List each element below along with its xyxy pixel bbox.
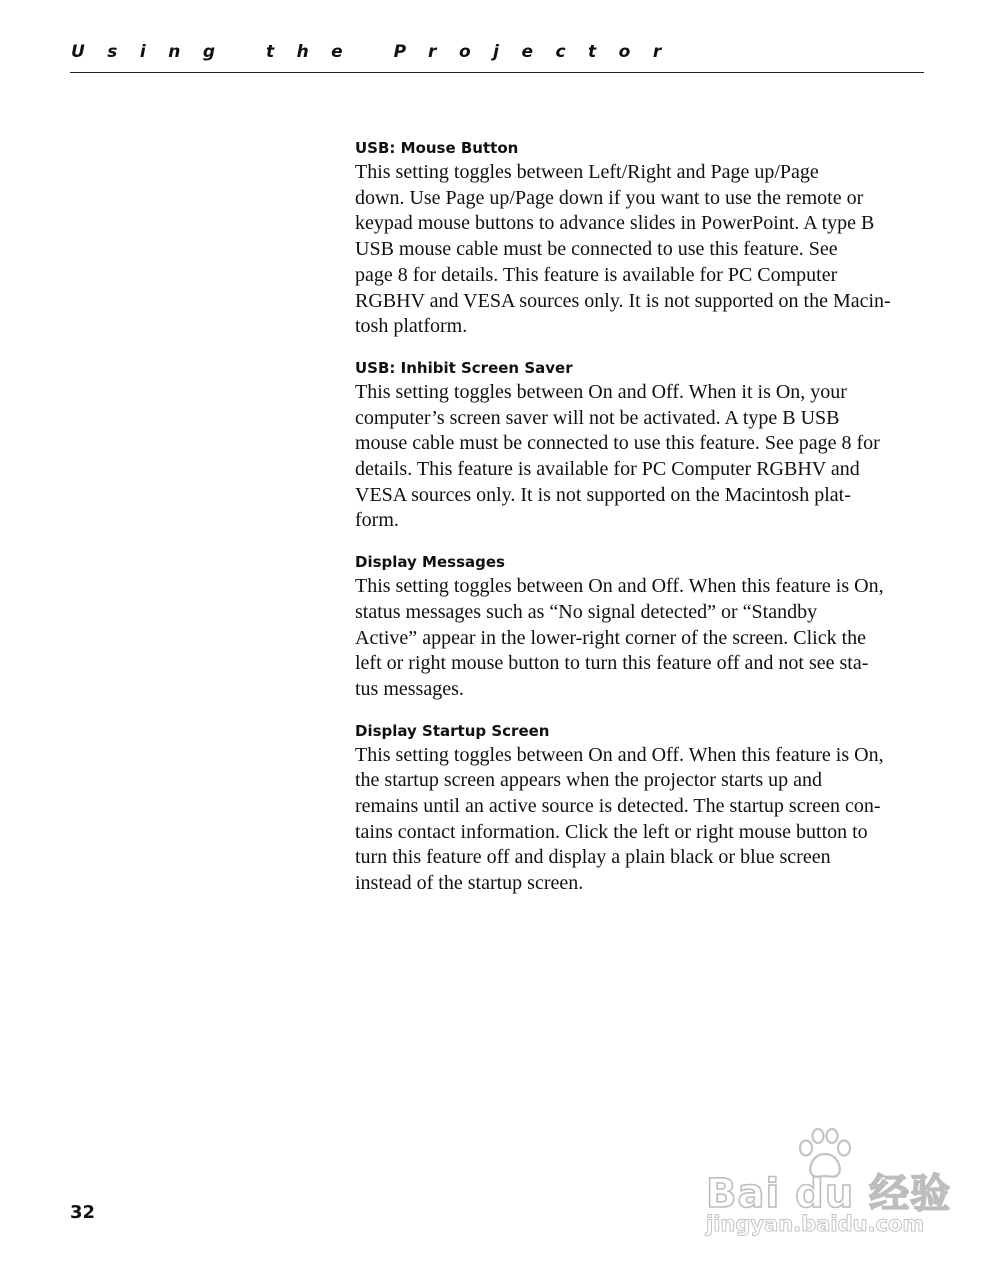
section-usb-mouse-button bbox=[355, 136, 927, 340]
body-line: left or right mouse button to turn this feature off and not see sta- bbox=[355, 652, 869, 675]
body-line: turn this feature off and display a plain black or blue screen bbox=[355, 846, 831, 869]
body-line: mouse cable must be connected to use this feature. See page 8 for bbox=[355, 432, 880, 455]
section-body bbox=[355, 743, 927, 897]
section-body bbox=[355, 574, 927, 703]
section-body bbox=[355, 160, 927, 340]
body-line: page 8 for details. This feature is available for PC Computer bbox=[355, 263, 838, 286]
body-line: the startup screen appears when the projector starts up and bbox=[355, 769, 823, 792]
body-line: form. bbox=[355, 509, 399, 532]
body-line: details. This feature is available for PC Computer RGBHV and bbox=[355, 458, 860, 481]
main-content bbox=[355, 136, 927, 913]
section-heading: USB: Mouse Button bbox=[355, 139, 519, 157]
body-line: tus messages. bbox=[355, 677, 464, 700]
section-body bbox=[355, 380, 927, 534]
watermark-url: jingyan.baidu.com bbox=[706, 1212, 925, 1236]
section-display-messages bbox=[355, 550, 927, 703]
body-line: down. Use Page up/Page down if you want to use the remote or bbox=[355, 186, 864, 209]
page-number: 32 bbox=[70, 1202, 96, 1223]
body-line: Active” appear in the lower-right corner of the screen. Click the bbox=[355, 626, 867, 649]
body-line: This setting toggles between Left/Right and Page up/Page bbox=[355, 161, 819, 183]
body-line: status messages such as “No signal detected” or “Standby bbox=[355, 600, 818, 623]
body-line: instead of the startup screen. bbox=[355, 872, 584, 895]
body-line: VESA sources only. It is not supported on the Macintosh plat- bbox=[355, 483, 851, 506]
body-line: tosh platform. bbox=[355, 315, 468, 338]
section-display-startup-screen bbox=[355, 719, 927, 897]
body-line: remains until an active source is detected. The startup screen con- bbox=[355, 795, 881, 818]
running-header bbox=[70, 38, 924, 73]
body-line: computer’s screen saver will not be activated. A type B USB bbox=[355, 406, 840, 429]
section-heading: Display Startup Screen bbox=[355, 721, 550, 740]
running-header-title: Using the Projector bbox=[71, 42, 684, 62]
body-line: This setting toggles between On and Off. When this feature is On, bbox=[355, 743, 884, 766]
body-line: RGBHV and VESA sources only. It is not supported on the Macin- bbox=[355, 289, 891, 312]
section-usb-inhibit-screen-saver bbox=[355, 356, 927, 534]
section-heading: USB: Inhibit Screen Saver bbox=[355, 358, 573, 377]
body-line: keypad mouse buttons to advance slides in PowerPoint. A type B bbox=[355, 212, 875, 235]
watermark-logo-text: Bai du 经验 bbox=[706, 1171, 952, 1217]
body-line: USB mouse cable must be connected to use this feature. See bbox=[355, 238, 838, 261]
body-line: This setting toggles between On and Off. When this feature is On, bbox=[355, 575, 884, 598]
section-heading: Display Messages bbox=[355, 553, 505, 572]
baidu-watermark bbox=[700, 1128, 952, 1248]
body-line: This setting toggles between On and Off. When it is On, your bbox=[355, 380, 847, 403]
body-line: tains contact information. Click the left or right mouse button to bbox=[355, 820, 868, 843]
